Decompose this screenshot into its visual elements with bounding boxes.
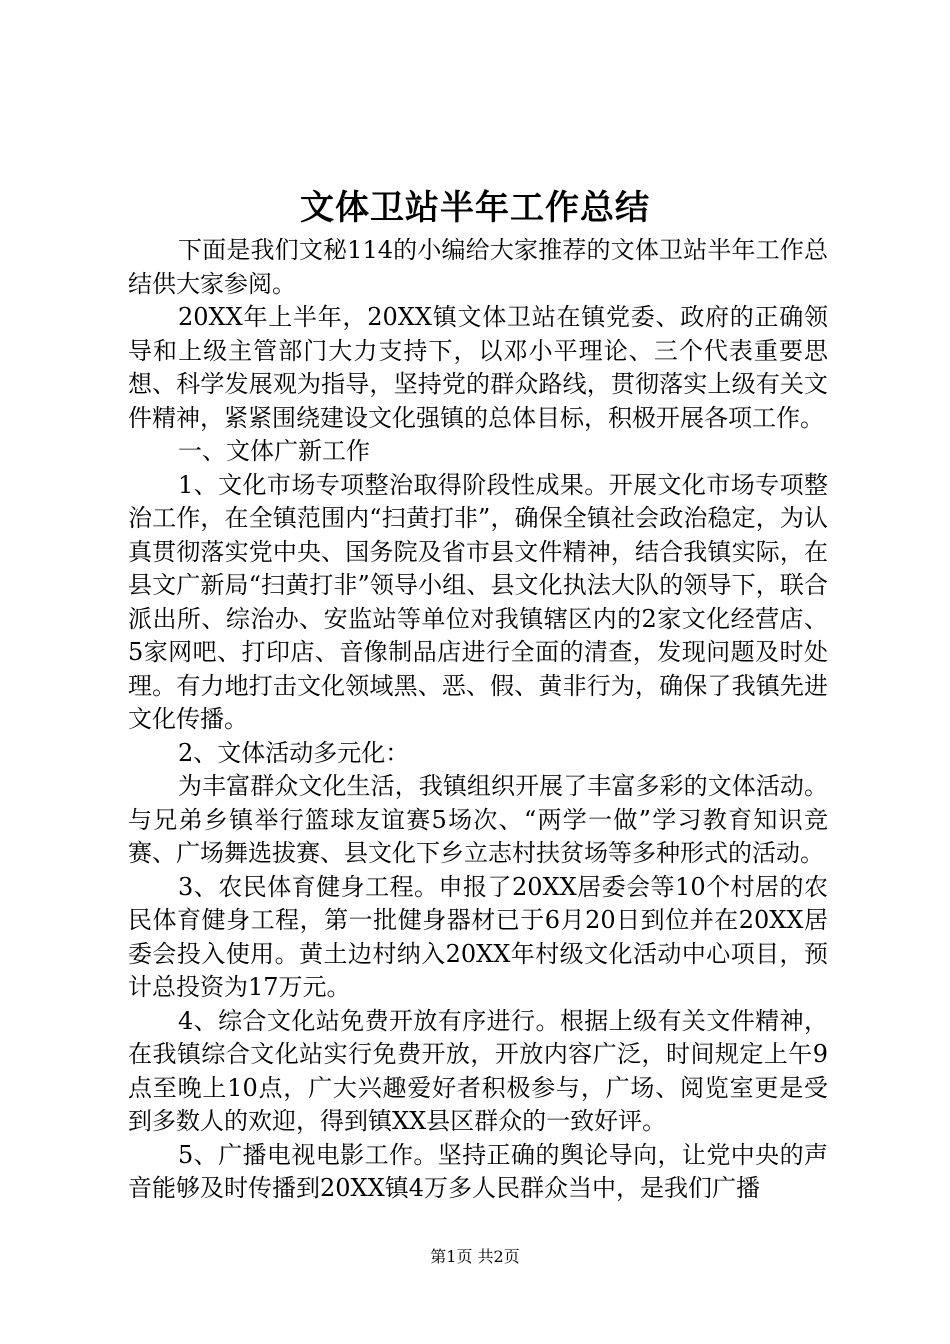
intro-paragraph: 下面是我们文秘114的小编给大家推荐的文体卫站半年工作总结供大家参阅。 xyxy=(128,236,828,298)
item-5-paragraph: 5、广播电视电影工作。坚持正确的舆论导向，让党中央的声音能够及时传播到20XX镇4万多人民群众当中，是我们广播 xyxy=(128,1140,828,1202)
item-1-paragraph: 1、文化市场专项整治取得阶段性成果。开展文化市场专项整治工作，在全镇范围内“扫黄打非”，确保全镇社会政治稳定，为认真贯彻落实党中央、国务院及省市县文件精神，结合我镇实际，在县文广新局“扫黄打非”领导小组、县文化执法大队的领导下，联合派出所、综治办、安监站等单位对我镇辖区内的2家文化经营店、5家网吧、打印店、音像制品店进行全面的清查，发现问题及时处理。有力地打击文化领域黑、恶、假、黄非行为，确保了我镇先进文化传播。 xyxy=(128,470,828,733)
item-3-paragraph: 3、农民体育健身工程。申报了20XX居委会等10个村居的农民体育健身工程，第一批健身器材已于6月20日到位并在20XX居委会投入使用。黄土边村纳入20XX年村级文化活动中心项目，预计总投资为17万元。 xyxy=(128,872,828,1001)
item-2-paragraph: 为丰富群众文化生活，我镇组织开展了丰富多彩的文体活动。与兄弟乡镇举行篮球友谊赛5场次、“两学一做”学习教育知识竞赛、广场舞选拔赛、县文化下乡立志村扶贫场等多种形式的活动。 xyxy=(128,772,828,867)
overview-paragraph: 20XX年上半年，20XX镇文体卫站在镇党委、政府的正确领导和上级主管部门大力支持下，以邓小平理论、三个代表重要思想、科学发展观为指导，坚持党的群众路线，贯彻落实上级有关文件精神，紧紧围绕建设文化强镇的总体目标，积极开展各项工作。 xyxy=(128,303,828,432)
item-4-paragraph: 4、综合文化站免费开放有序进行。根据上级有关文件精神，在我镇综合文化站实行免费开放，开放内容广泛，时间规定上午9点至晚上10点，广大兴趣爱好者积极参与，广场、阅览室更是受到多数人的欢迎，得到镇XX县区群众的一致好评。 xyxy=(128,1006,828,1135)
item-2-heading: 2、文体活动多元化： xyxy=(178,738,410,767)
document-body xyxy=(128,234,828,1206)
page-number-footer: 第1页 共2页 xyxy=(430,1247,520,1266)
section-heading: 一、文体广新工作 xyxy=(178,437,370,465)
document-title: 文体卫站半年工作总结 xyxy=(300,188,650,228)
